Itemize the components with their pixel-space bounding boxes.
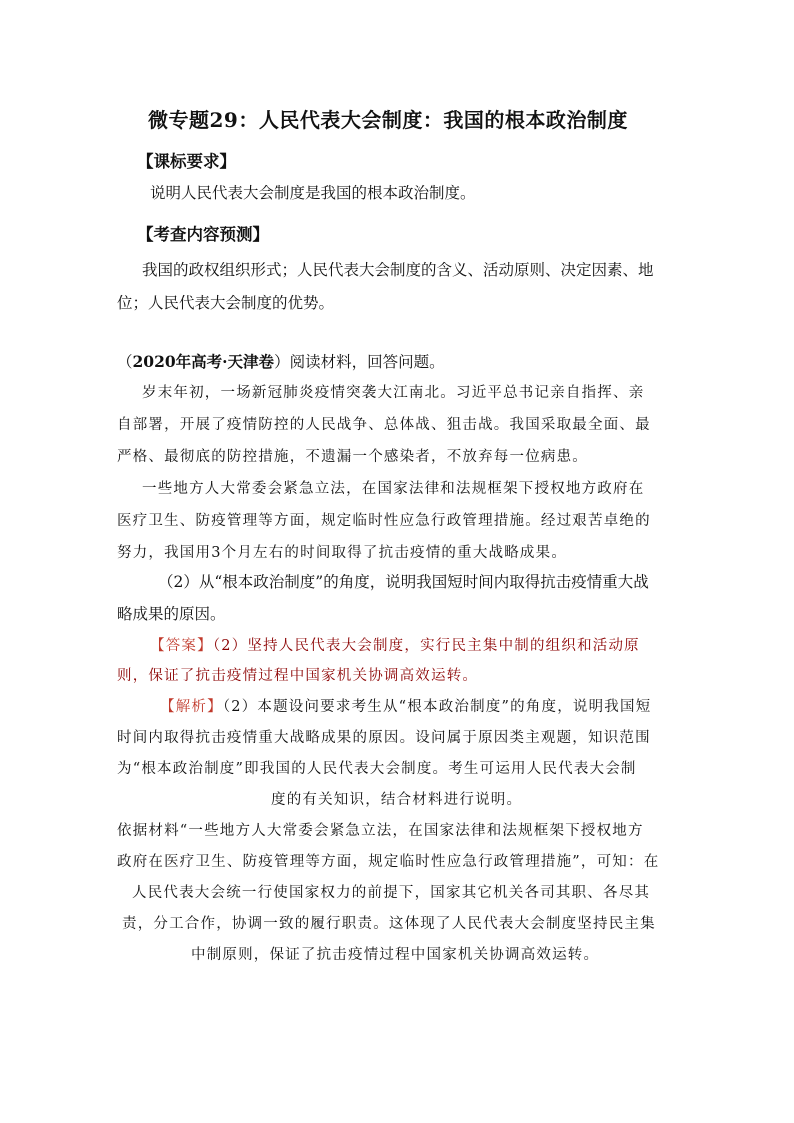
question-prompt: 略成果的原因。 xyxy=(117,605,226,623)
analysis-line: 责，分工合作，协调一致的履行职责。这体现了人民代表大会制度坚持民主集 xyxy=(122,916,656,932)
material-line: 自部署，开展了疫情防控的人民战争、总体战、狙击战。我国采取最全面、最 xyxy=(117,417,651,433)
analysis-line: 为“根本政治制度”即我国的人民代表大会制度。考生可运用人民代表大会制 xyxy=(117,761,637,777)
prediction-line: 位；人民代表大会制度的优势。 xyxy=(117,294,335,312)
answer-line xyxy=(150,634,640,655)
analysis-line: 政府在医疗卫生、防疫管理等方面，规定临时性应急行政管理措施”，可知：在 xyxy=(117,854,660,870)
question-source xyxy=(117,350,445,372)
question-prompt: （2）从“根本政治制度”的角度，说明我国短时间内取得抗击疫情重大战 xyxy=(158,573,649,591)
analysis-label: 【解析】 xyxy=(160,699,223,715)
material-line: 岁末年初，一场新冠肺炎疫情突袭大江南北。习近平总书记亲自指挥、亲 xyxy=(142,385,645,401)
source-tail: ）阅读材料，回答问题。 xyxy=(274,353,445,371)
analysis-line: 依据材料“一些地方人大常委会紧急立法，在国家法律和法规框架下授权地方 xyxy=(117,823,644,839)
material-line: 努力，我国用3个月左右的时间取得了抗击疫情的重大战略成果。 xyxy=(117,545,568,561)
analysis-line: 度的有关知识，结合材料进行说明。 xyxy=(271,792,523,808)
section-heading-prediction: 【考查内容预测】 xyxy=(137,225,269,244)
material-line: 一些地方人大常委会紧急立法，在国家法律和法规框架下授权地方政府在 xyxy=(142,481,645,497)
answer-label: 【答案】 xyxy=(150,638,213,654)
source-exam: 2020年高考·天津卷 xyxy=(132,352,275,371)
answer-text: （2）坚持人民代表大会制度，实行民主集中制的组织和活动原 xyxy=(212,638,640,654)
analysis-text: （2）本题设问要求考生从“根本政治制度”的角度，说明我国短 xyxy=(222,699,652,715)
curriculum-text: 说明人民代表大会制度是我国的根本政治制度。 xyxy=(150,184,476,202)
page-title: 微专题29：人民代表大会制度：我国的根本政治制度 xyxy=(148,108,628,132)
material-line: 严格、最彻底的防控措施，不遗漏一个感染者，不放弃每一位病患。 xyxy=(117,449,588,465)
analysis-line: 时间内取得抗击疫情重大战略成果的原因。设问属于原因类主观题，知识范围 xyxy=(117,730,651,746)
analysis-line: 中制原则，保证了抗击疫情过程中国家机关协调高效运转。 xyxy=(191,947,600,963)
source-open: （ xyxy=(117,353,133,371)
analysis-line: 人民代表大会统一行使国家权力的前提下，国家其它机关各司其职、各尽其 xyxy=(132,885,651,901)
analysis-line xyxy=(160,695,651,716)
section-heading-curriculum: 【课标要求】 xyxy=(137,152,236,171)
answer-line: 则，保证了抗击疫情过程中国家机关协调高效运转。 xyxy=(117,668,479,684)
material-line: 医疗卫生、防疫管理等方面，规定临时性应急行政管理措施。经过艰苦卓绝的 xyxy=(117,513,651,529)
prediction-line: 我国的政权组织形式；人民代表大会制度的含义、活动原则、决定因素、地 xyxy=(142,261,654,279)
